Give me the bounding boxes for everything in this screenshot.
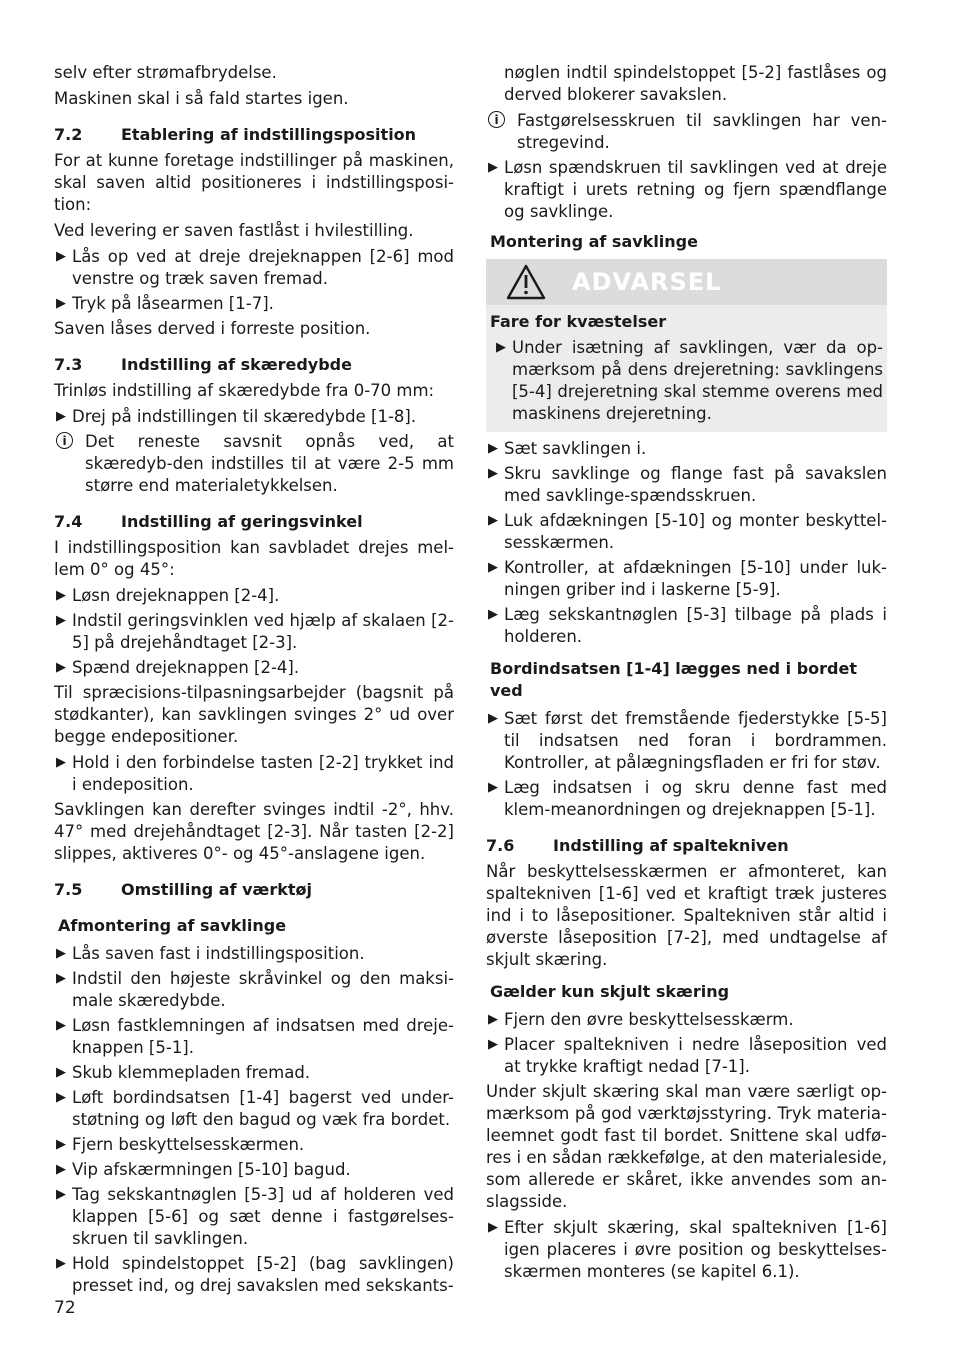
bullet-text: Tag sekskantnøglen [5-3] ud af holderen ved klappen [5-6] og sæt denne i fastgørelses-skruen til savklingen. — [72, 1185, 454, 1248]
bullet-item — [54, 293, 454, 315]
bullet-item — [54, 752, 454, 796]
info-note — [486, 110, 887, 154]
bullet-arrow-icon: ▶ — [488, 1037, 498, 1052]
section-heading-7-6 — [486, 835, 887, 857]
bullet-arrow-icon: ▶ — [56, 946, 66, 961]
bullet-arrow-icon: ▶ — [488, 1220, 498, 1235]
paragraph: Ved levering er saven fastlåst i hvilestilling. — [54, 221, 414, 240]
info-note — [54, 431, 454, 497]
bullet-text: Luk afdækningen [5-10] og monter beskyttel-sesskærmen. — [504, 511, 887, 552]
paragraph: Til spræcisions-tilpasningsarbejder (bagsnit på stødkanter), kan savklingen svinges 2° ud over begge endepositioner. — [54, 683, 454, 746]
section-title: Indstilling af spaltekniven — [553, 836, 789, 855]
bullet-arrow-icon: ▶ — [56, 1256, 66, 1271]
bullet-arrow-icon: ▶ — [56, 971, 66, 986]
section-title: Indstilling af skæredybde — [121, 355, 352, 374]
bullet-text: Hold spindelstoppet [5-2] (bag savklingen) presset ind, og drej savakslen med sekskants- — [72, 1254, 454, 1295]
bullet-arrow-icon: ▶ — [56, 1187, 66, 1202]
bullet-item — [54, 1184, 454, 1250]
bullet-text: Skru savklinge og flange fast på savakslen med savklinge-spændsskruen. — [504, 464, 887, 505]
paragraph: Trinløs indstilling af skæredybde fra 0-70 mm: — [54, 381, 435, 400]
bullet-arrow-icon: ▶ — [496, 340, 506, 355]
subheading-dismount: Afmontering af savklinge — [58, 916, 287, 935]
bullet-text: Læg indsatsen i og skru denne fast med klem-meanordningen og drejeknappen [5-1]. — [504, 778, 887, 819]
bullet-item — [486, 463, 887, 507]
bullet-item — [54, 610, 454, 654]
bullet-text: Skub klemmepladen fremad. — [72, 1063, 311, 1082]
bullet-arrow-icon: ▶ — [56, 249, 66, 264]
bullet-item — [54, 1253, 454, 1297]
bullet-arrow-icon: ▶ — [488, 780, 498, 795]
bullet-item — [54, 657, 454, 679]
section-heading-7-5 — [54, 879, 454, 901]
info-icon: i — [488, 111, 505, 128]
bullet-item — [494, 337, 883, 425]
page-number: 72 — [54, 1298, 76, 1318]
bullet-arrow-icon: ▶ — [488, 560, 498, 575]
bullet-arrow-icon: ▶ — [56, 588, 66, 603]
bullet-arrow-icon: ▶ — [488, 607, 498, 622]
bullet-text: Fjern beskyttelsesskærmen. — [72, 1135, 305, 1154]
section-heading-7-2 — [54, 124, 454, 146]
info-icon: i — [56, 432, 73, 449]
section-heading-7-4 — [54, 511, 454, 533]
warning-title: Fare for kvæstelser — [490, 312, 667, 331]
bullet-item — [486, 1034, 887, 1078]
bullet-item — [486, 157, 887, 223]
bullet-text: Hold i den forbindelse tasten [2-2] trykket ind i endeposition. — [72, 753, 454, 794]
bullet-text: Sæt savklingen i. — [504, 439, 647, 458]
subheading-mount: Montering af savklinge — [490, 232, 698, 251]
bullet-item — [54, 406, 454, 428]
section-title: Omstilling af værktøj — [121, 880, 312, 899]
bullet-text: Indstil den højeste skråvinkel og den maksi-male skæredybde. — [72, 969, 454, 1010]
bullet-item — [54, 968, 454, 1012]
bullet-item — [54, 1134, 454, 1156]
bullet-item — [486, 557, 887, 601]
warning-triangle-icon — [506, 264, 546, 300]
info-text: Fastgørelsesskruen til savklingen har ven-stregevind. — [517, 111, 887, 152]
bullet-item — [54, 246, 454, 290]
bullet-text: Placer spaltekniven i nedre låseposition ved at trykke kraftigt nedad [7-1]. — [504, 1035, 887, 1076]
bullet-text: Efter skjult skæring, skal spaltekniven [1-6] igen placeres i øvre position og beskyttelses-skærmen monteres (se kapitel 6.1). — [504, 1218, 887, 1281]
bullet-text: Fjern den øvre beskyttelsesskærm. — [504, 1010, 794, 1029]
bullet-arrow-icon: ▶ — [56, 1018, 66, 1033]
section-heading-7-3 — [54, 354, 454, 376]
bullet-text: Spænd drejeknappen [2-4]. — [72, 658, 300, 677]
bullet-item — [54, 943, 454, 965]
bullet-text: Indstil geringsvinklen ved hjælp af skalaen [2-5] på drejehåndtaget [2-3]. — [72, 611, 454, 652]
bullet-arrow-icon: ▶ — [56, 660, 66, 675]
warning-box — [486, 259, 887, 432]
bullet-text: Lås op ved at dreje drejeknappen [2-6] mod venstre og træk saven fremad. — [72, 247, 454, 288]
bullet-text: Under isætning af savklingen, vær da op-mærksom på dens drejeretning: savklingens [5-4] drejeretning skal stemme overens med maskinens drejeretning. — [512, 338, 883, 423]
left-column — [54, 62, 454, 1300]
paragraph: Savklingen kan derefter svinges indtil -2°, hhv. 47° med drejehåndtaget [2-3]. Når tasten [2-2] slippes, aktiveres 0°- og 45°-anslagene igen. — [54, 800, 454, 863]
paragraph-continued: nøglen indtil spindelstoppet [5-2] fastlåses og derved blokerer savakslen. — [504, 63, 887, 104]
bullet-item — [486, 510, 887, 554]
bullet-item — [54, 1087, 454, 1131]
bullet-text: Læg sekskantnøglen [5-3] tilbage på plads i holderen. — [504, 605, 887, 646]
paragraph: Maskinen skal i så fald startes igen. — [54, 89, 349, 108]
bullet-arrow-icon: ▶ — [56, 1090, 66, 1105]
right-column — [486, 62, 887, 1286]
bullet-item — [486, 1009, 887, 1031]
paragraph: Når beskyttelsesskærmen er afmonteret, kan spaltekniven [1-6] ved et kraftigt træk justeres ind i to låsepositioner. Spaltekniven står altid i øverste låseposition [7-2], med undtagelse af skjult skæring. — [486, 862, 887, 969]
bullet-text: Løft bordindsatsen [1-4] bagerst ved under-støtning og løft den bagud og væk fra bordet. — [72, 1088, 454, 1129]
bullet-item — [54, 585, 454, 607]
paragraph: selv efter strømafbrydelse. — [54, 63, 277, 82]
paragraph: Under skjult skæring skal man være særligt op-mærksom på god værktøjsstyring. Tryk materia-leemnet godt fast til bordet. Snittene skal udfø-res i en sådan rækkefølge, at den materialeside, som allerede er skåret, ikke anvendes som an-slagsside. — [486, 1082, 887, 1211]
bullet-item — [486, 1217, 887, 1283]
section-number: 7.2 — [54, 125, 83, 144]
bullet-arrow-icon: ▶ — [488, 1012, 498, 1027]
bullet-arrow-icon: ▶ — [488, 513, 498, 528]
section-title: Etablering af indstillingsposition — [121, 125, 417, 144]
bullet-arrow-icon: ▶ — [56, 296, 66, 311]
subheading-table-insert: Bordindsatsen [1-4] lægges ned i bordet ved — [490, 659, 857, 700]
paragraph: I indstillingsposition kan savbladet drejes mel-lem 0° og 45°: — [54, 538, 454, 579]
section-title: Indstilling af geringsvinkel — [121, 512, 363, 531]
paragraph: For at kunne foretage indstillinger på maskinen, skal saven altid positioneres i indstillingsposi-tion: — [54, 151, 454, 214]
bullet-arrow-icon: ▶ — [56, 1162, 66, 1177]
bullet-item — [54, 1015, 454, 1059]
section-number: 7.6 — [486, 836, 515, 855]
bullet-text: Løsn drejeknappen [2-4]. — [72, 586, 280, 605]
section-number: 7.3 — [54, 355, 83, 374]
bullet-text: Drej på indstillingen til skæredybde [1-8]. — [72, 407, 417, 426]
bullet-arrow-icon: ▶ — [488, 160, 498, 175]
bullet-arrow-icon: ▶ — [56, 613, 66, 628]
paragraph: Saven låses derved i forreste position. — [54, 319, 371, 338]
bullet-arrow-icon: ▶ — [488, 466, 498, 481]
bullet-text: Lås saven fast i indstillingsposition. — [72, 944, 365, 963]
bullet-arrow-icon: ▶ — [56, 755, 66, 770]
bullet-item — [54, 1159, 454, 1181]
bullet-arrow-icon: ▶ — [56, 409, 66, 424]
bullet-item — [486, 438, 887, 460]
section-number: 7.5 — [54, 880, 83, 899]
bullet-text: Vip afskærmningen [5-10] bagud. — [72, 1160, 351, 1179]
bullet-arrow-icon: ▶ — [488, 711, 498, 726]
bullet-text: Sæt først det fremstående fjederstykke [5-5] til indsatsen ned foran i bordrammen. Kontroller, at pålægningsfladen er fri for støv. — [504, 709, 887, 772]
bullet-arrow-icon: ▶ — [56, 1137, 66, 1152]
bullet-item — [486, 708, 887, 774]
info-text: Det reneste savsnit opnås ved, at skæredyb-den indstilles til at være 2-5 mm større end materialetykkelsen. — [85, 432, 454, 495]
bullet-text: Løsn fastklemningen af indsatsen med dreje-knappen [5-1]. — [72, 1016, 454, 1057]
bullet-text: Løsn spændskruen til savklingen ved at dreje kraftigt i urets retning og fjern spændflange og savklinge. — [504, 158, 887, 221]
bullet-text: Kontroller, at afdækningen [5-10] under luk-ningen griber ind i laskerne [5-9]. — [504, 558, 887, 599]
bullet-item — [486, 604, 887, 648]
bullet-item — [54, 1062, 454, 1084]
warning-word: ADVARSEL — [572, 268, 722, 296]
warning-header — [486, 259, 887, 305]
bullet-arrow-icon: ▶ — [488, 441, 498, 456]
section-number: 7.4 — [54, 512, 83, 531]
bullet-arrow-icon: ▶ — [56, 1065, 66, 1080]
bullet-item — [486, 777, 887, 821]
bullet-text: Tryk på låsearmen [1-7]. — [72, 294, 274, 313]
subheading-hidden-cut: Gælder kun skjult skæring — [490, 982, 730, 1001]
